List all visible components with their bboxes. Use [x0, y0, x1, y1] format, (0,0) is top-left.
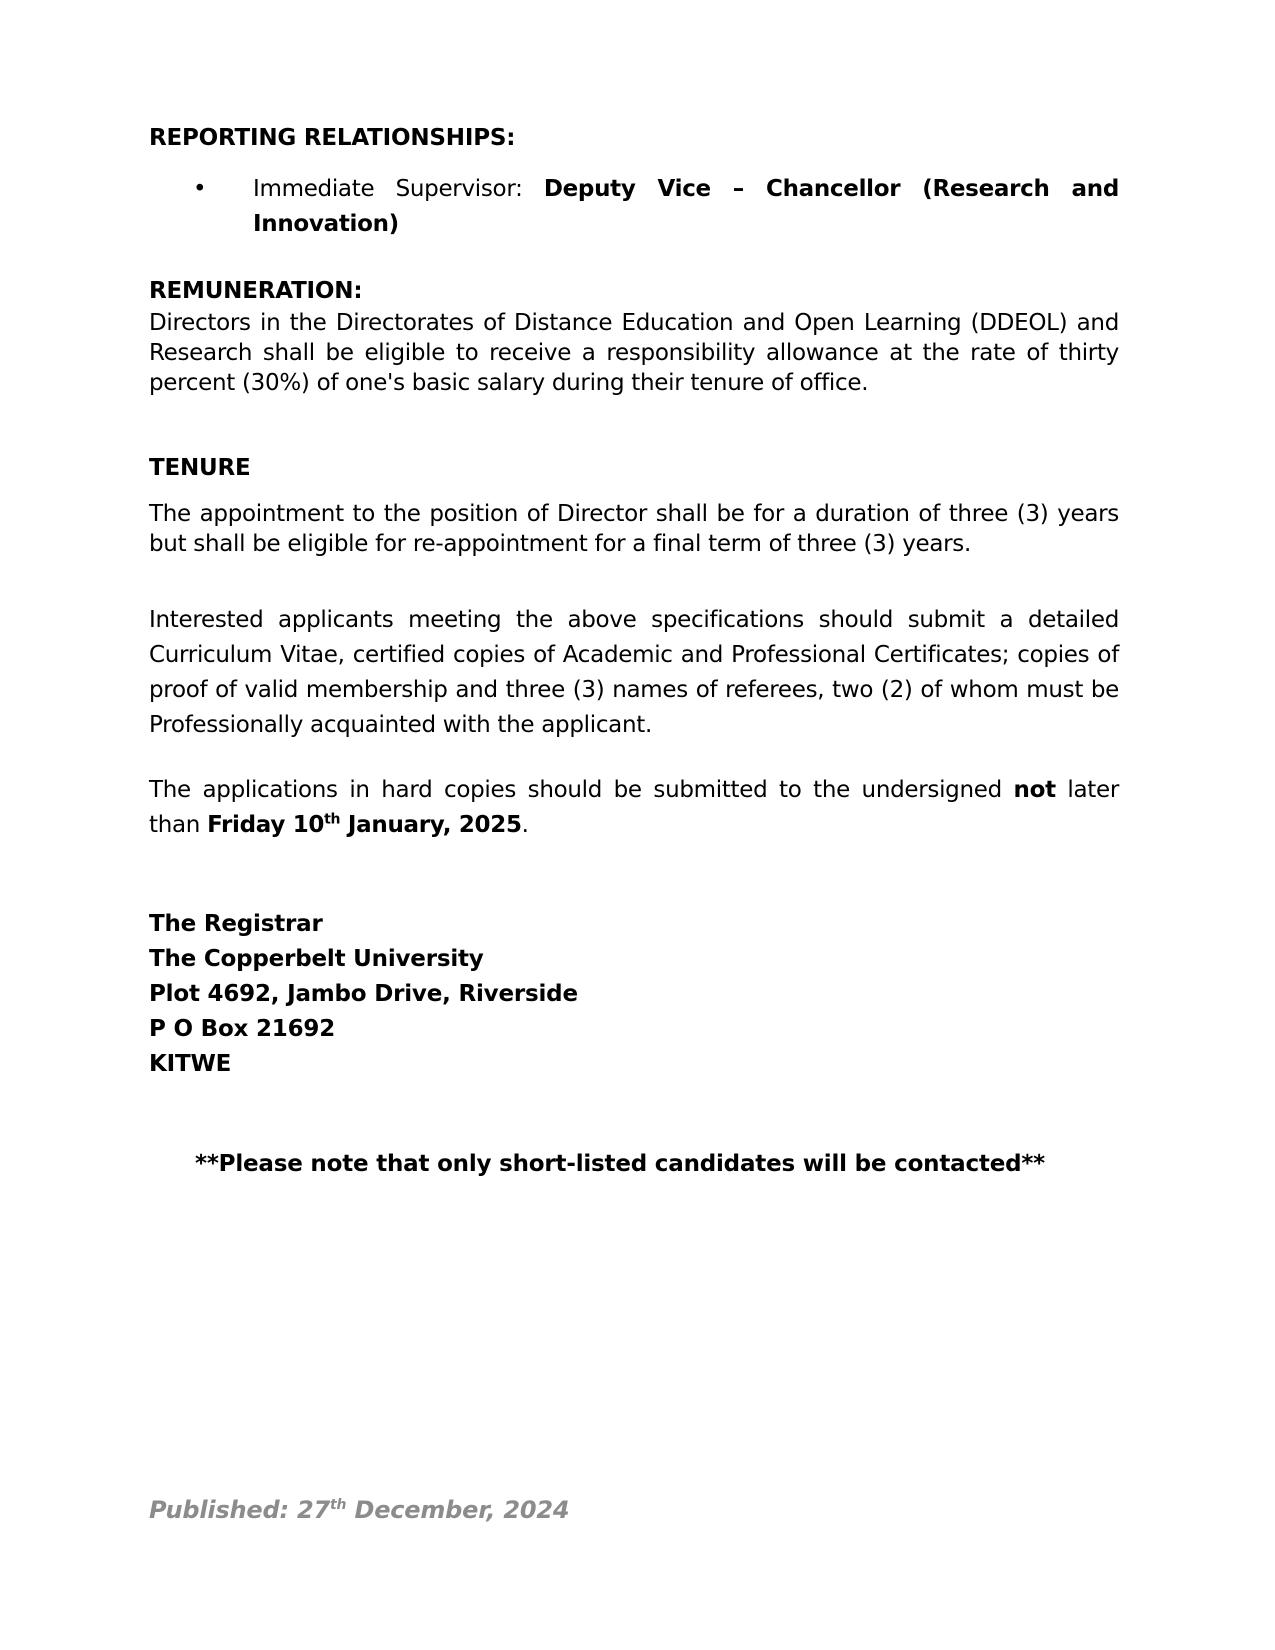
deadline-date-prefix: Friday 10: [207, 812, 325, 838]
application-text: Interested applicants meeting the above specifications should submit a detailed Curriculum Vitae, certified copies of Academic and Professional Certificates; copies of proof of valid membership and three (3) names of referees, two (2) of whom must be Professionally acquainted with the applicant.: [149, 607, 1119, 738]
address-line-4: P O Box 21692: [149, 1016, 336, 1042]
deadline-date: [207, 812, 522, 838]
address-line-2: The Copperbelt University: [149, 946, 484, 972]
deadline-after: later than: [149, 777, 1119, 838]
published-prefix: Published: 27: [149, 1496, 331, 1524]
reporting-heading: REPORTING RELATIONSHIPS:: [149, 125, 516, 151]
bullet-icon: •: [193, 176, 207, 202]
tenure-text: The appointment to the position of Director shall be for a duration of three (3) years but shall be eligible for re-appointment for a final term of three (3) years.: [149, 501, 1119, 557]
remuneration-text: Directors in the Directorates of Distance Education and Open Learning (DDEOL) and Research shall be eligible to receive a responsibility allowance at the rate of thirty percent (30%) of one's basic salary during their tenure of office.: [149, 310, 1119, 396]
deadline-date-suffix: January, 2025: [340, 812, 522, 838]
remuneration-heading: REMUNERATION:: [149, 278, 363, 304]
deadline-emphasis: not: [1013, 777, 1056, 803]
shortlist-note: **Please note that only short-listed candidates will be contacted**: [195, 1151, 1046, 1177]
supervisor-bullet: [149, 172, 1119, 242]
supervisor-text: [253, 172, 1119, 242]
address-line-5: KITWE: [149, 1051, 232, 1077]
supervisor-value: Deputy Vice – Chancellor (Research and Innovation): [253, 176, 1119, 237]
deadline-date-sup: th: [324, 811, 341, 828]
address-line-3: Plot 4692, Jambo Drive, Riverside: [149, 981, 578, 1007]
address-line-1: The Registrar: [149, 911, 323, 937]
tenure-heading: TENURE: [149, 455, 251, 481]
published-date: [149, 1495, 569, 1525]
deadline-before: The applications in hard copies should be submitted to the undersigned: [149, 777, 1014, 803]
registrar-address: [149, 907, 1119, 1082]
deadline-end: .: [521, 812, 529, 838]
deadline-text: [149, 773, 1119, 843]
supervisor-label: Immediate Supervisor:: [253, 176, 544, 202]
published-sup: th: [330, 1497, 347, 1513]
published-suffix: December, 2024: [346, 1496, 570, 1524]
